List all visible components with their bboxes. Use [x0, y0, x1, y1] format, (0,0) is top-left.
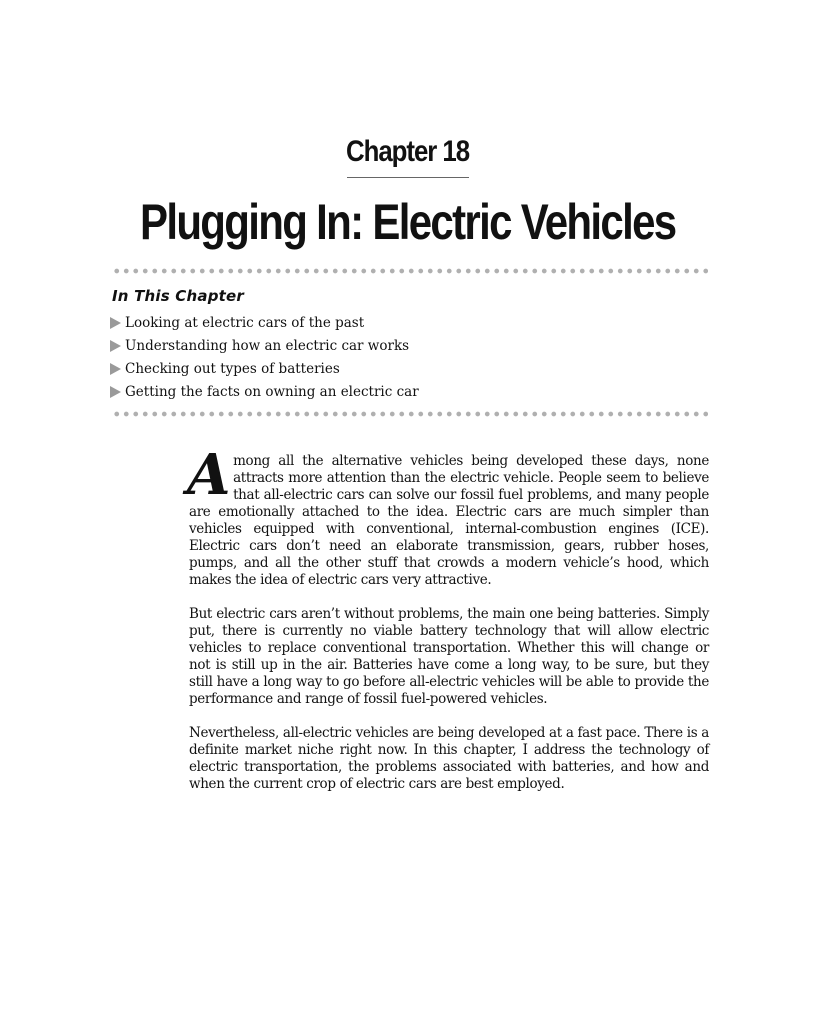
list-item: [110, 358, 419, 381]
list-item: [110, 335, 419, 358]
chapter-label: [0, 132, 816, 172]
chapter-label-underline: [347, 177, 469, 178]
triangle-bullet-icon: [110, 340, 121, 352]
triangle-bullet-icon: [110, 386, 121, 398]
list-item: [110, 381, 419, 404]
body-paragraph: But electric cars aren’t without problems, the main one being batteries. Simply put, there is currently no viable battery technology that will allow electric vehicles to replace conventional transportation. Whether this will change or not is still up in the air. Batteries have come a long way, to be sure, but they still have a long way to go before all-electric vehicles will be able to provide the performance and range of fossil fuel-powered vehicles.: [189, 606, 709, 707]
list-item-text: Looking at electric cars of the past: [125, 315, 365, 331]
body-paragraph: [187, 442, 709, 589]
drop-cap: A: [187, 442, 231, 508]
body-paragraph: Nevertheless, all-electric vehicles are being developed at a fast pace. There is a definite market niche right now. In this chapter, I address the technology of electric transportation, the problems associated with batteries, and how and when the current crop of electric cars are best employed.: [189, 725, 709, 792]
dotted-divider-top: [112, 268, 708, 274]
in-this-chapter-heading: In This Chapter: [112, 287, 244, 305]
chapter-body: [187, 442, 709, 810]
triangle-bullet-icon: [110, 317, 121, 329]
triangle-bullet-icon: [110, 363, 121, 375]
chapter-title: [0, 190, 816, 254]
dotted-divider-bottom: [112, 411, 708, 417]
in-this-chapter-list: [110, 312, 419, 404]
chapter-number: Chapter 18: [346, 135, 470, 168]
chapter-title-text: Plugging In: Electric Vehicles: [140, 194, 676, 250]
list-item: [110, 312, 419, 335]
list-item-text: Understanding how an electric car works: [125, 338, 410, 354]
paragraph-text: mong all the alternative vehicles being developed these days, none attracts more attention than the electric vehicle. People seem to believe that all-electric cars can solve our fossil fuel problems, and many people are emotionally attached to the idea. Electric cars are much simpler than vehicles equipped with conventional, internal-combustion engines (ICE). Electric cars don’t need an elaborate transmission, gears, rubber hoses, pumps, and all the other stuff that crowds a modern vehicle’s hood, which makes the idea of electric cars very attractive.: [189, 453, 709, 588]
list-item-text: Getting the facts on owning an electric car: [125, 384, 419, 400]
list-item-text: Checking out types of batteries: [125, 361, 340, 377]
